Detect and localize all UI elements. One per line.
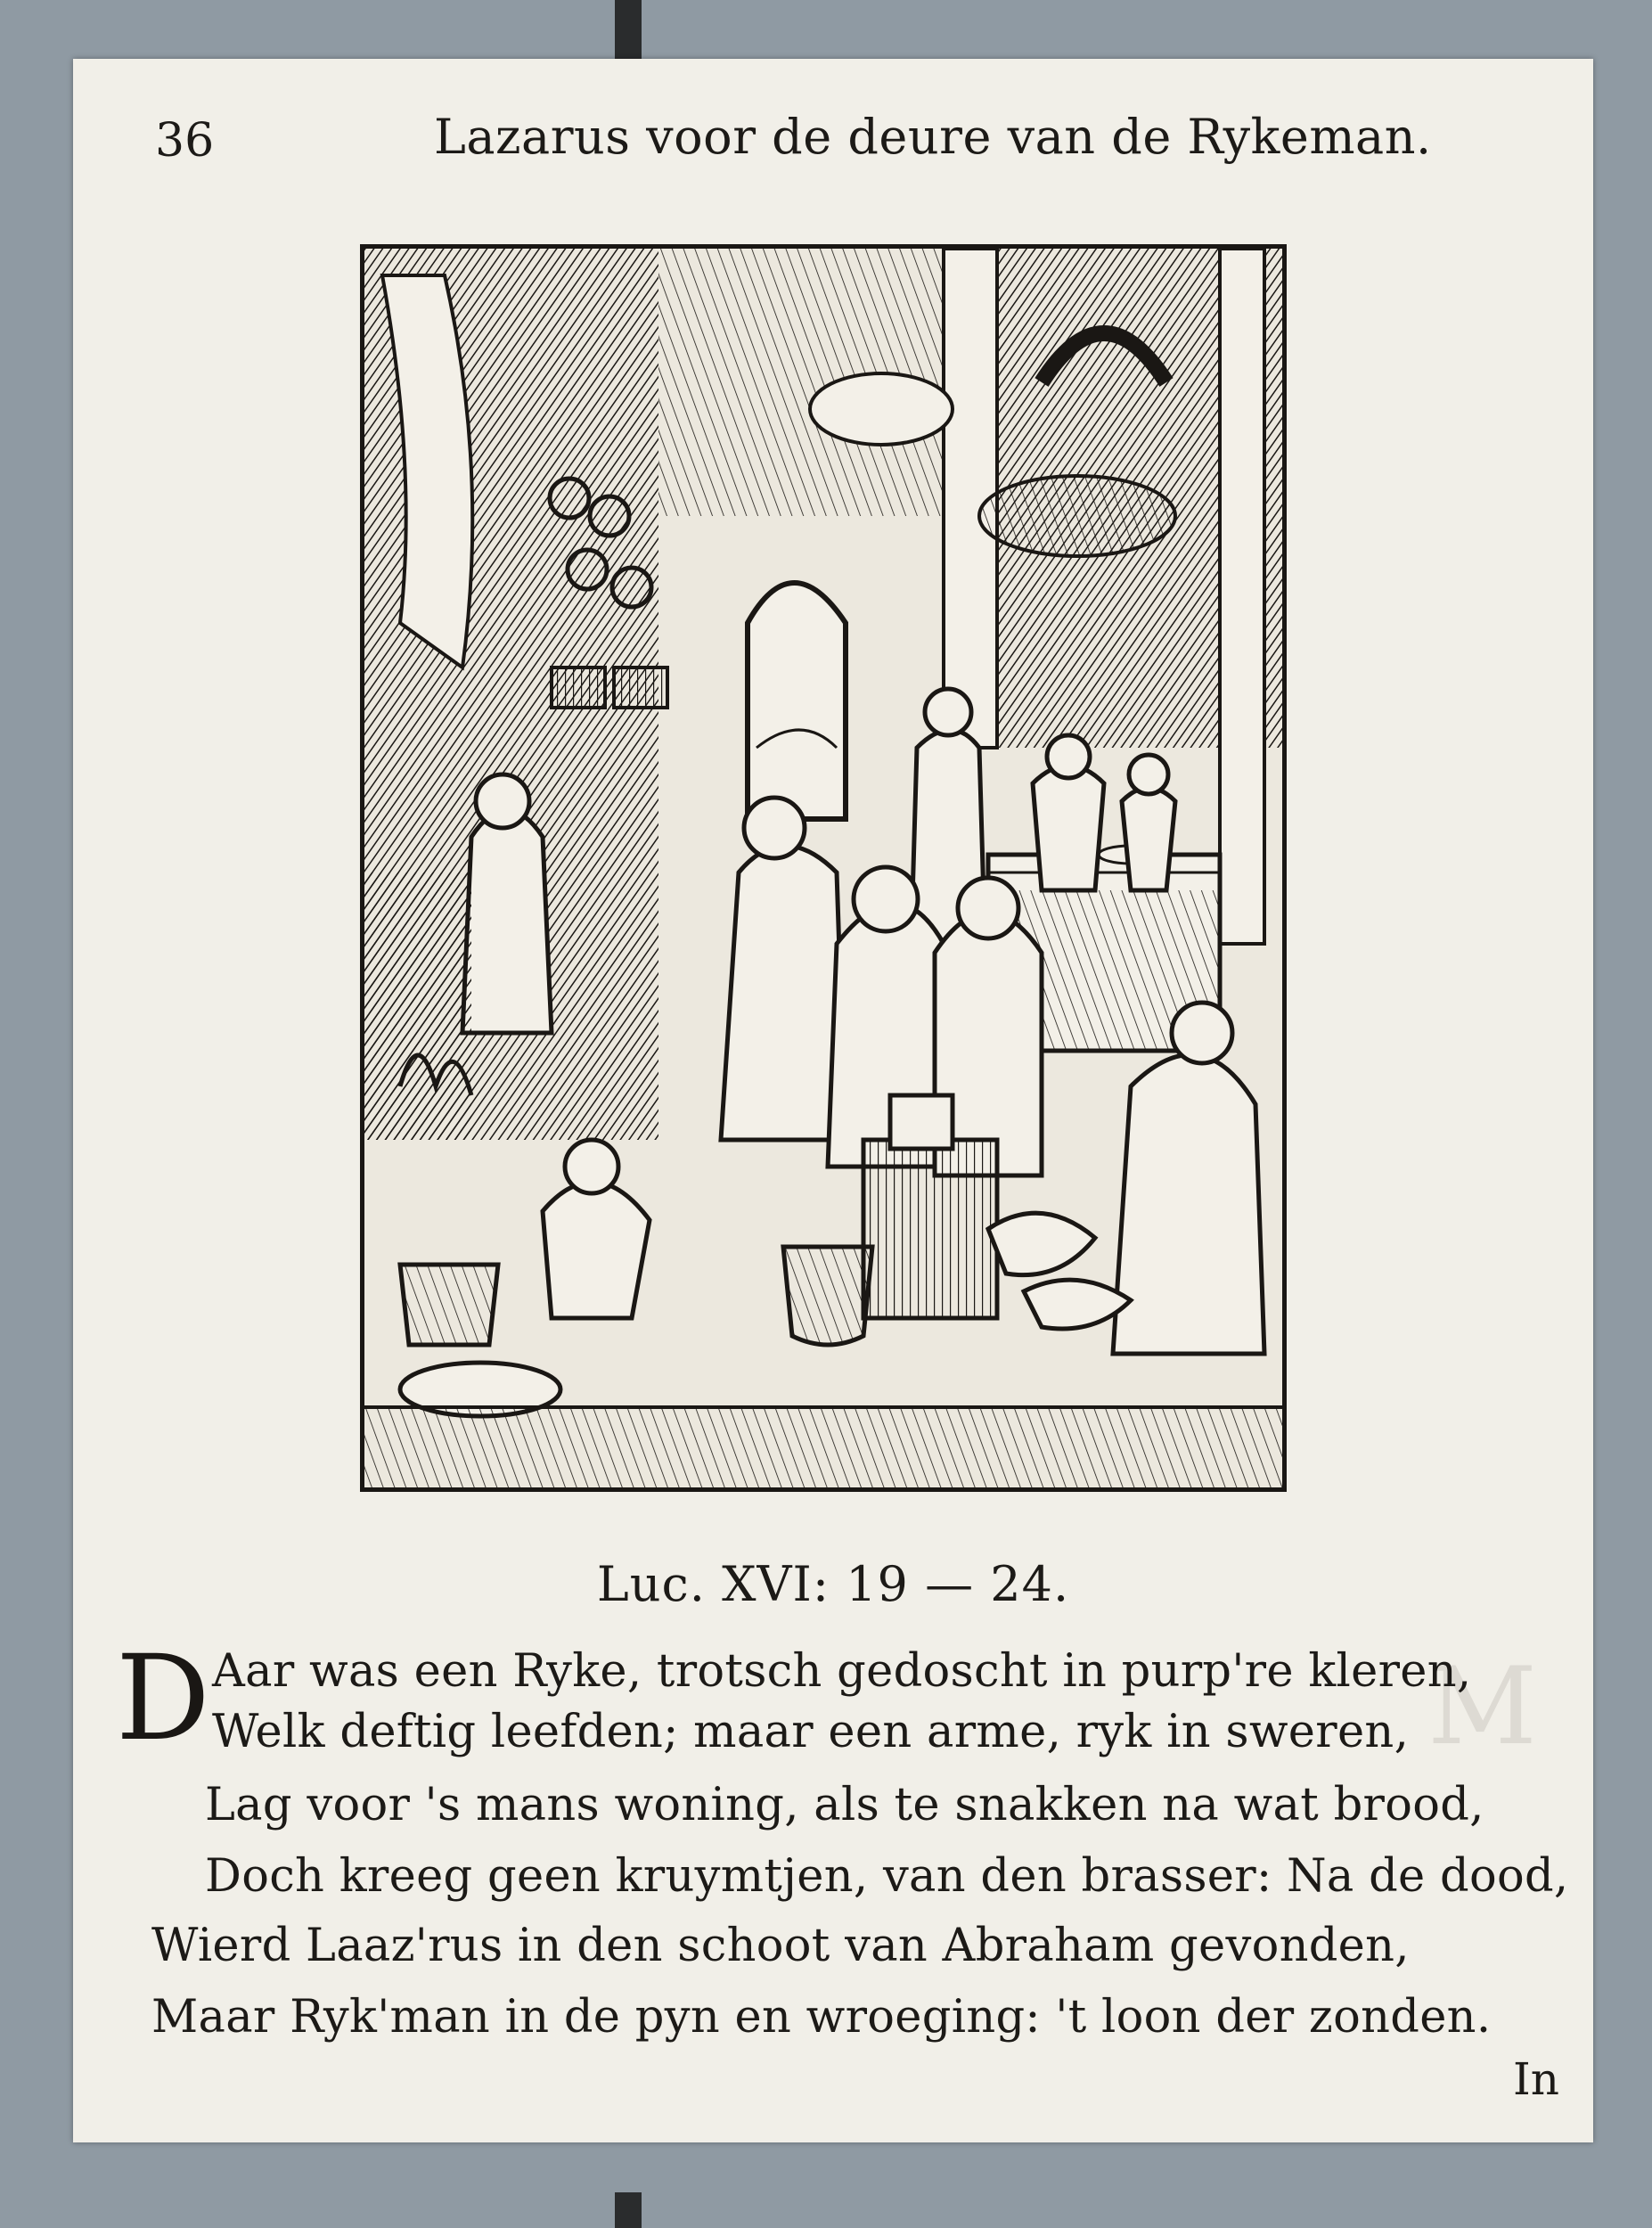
verse-line: Maar Ryk'man in de pyn en wroeging: 't loon der zonden.: [151, 1991, 1492, 2044]
bleed-through: M: [1427, 1645, 1537, 1769]
drop-cap: D: [116, 1630, 210, 1767]
book-page: [73, 59, 1593, 2142]
woodcut-illustration: [360, 244, 1287, 1492]
woodcut-icon: [364, 249, 1282, 1487]
verse-line: Welk deftig leefden; maar een arme, ryk in sweren,: [212, 1706, 1410, 1758]
running-head: Lazarus voor de deure van de Rykeman.: [434, 109, 1432, 165]
mount-strip-bottom: [615, 2192, 642, 2228]
verse-line: Lag voor 's mans woning, als te snakken na wat brood,: [205, 1779, 1484, 1831]
verse-line: Wierd Laaz'rus in den schoot van Abraham gevonden,: [151, 1920, 1410, 1972]
catchword: In: [1513, 2053, 1559, 2105]
verse-line: Doch kreeg geen kruymtjen, van den brasser: Na de dood,: [205, 1850, 1569, 1903]
verse-line: Aar was een Ryke, trotsch gedoscht in purp're kleren,: [212, 1645, 1472, 1698]
scripture-reference: Luc. XVI: 19 — 24.: [596, 1556, 1070, 1612]
mount-strip-top: [615, 0, 642, 62]
page-number: 36: [155, 114, 215, 168]
